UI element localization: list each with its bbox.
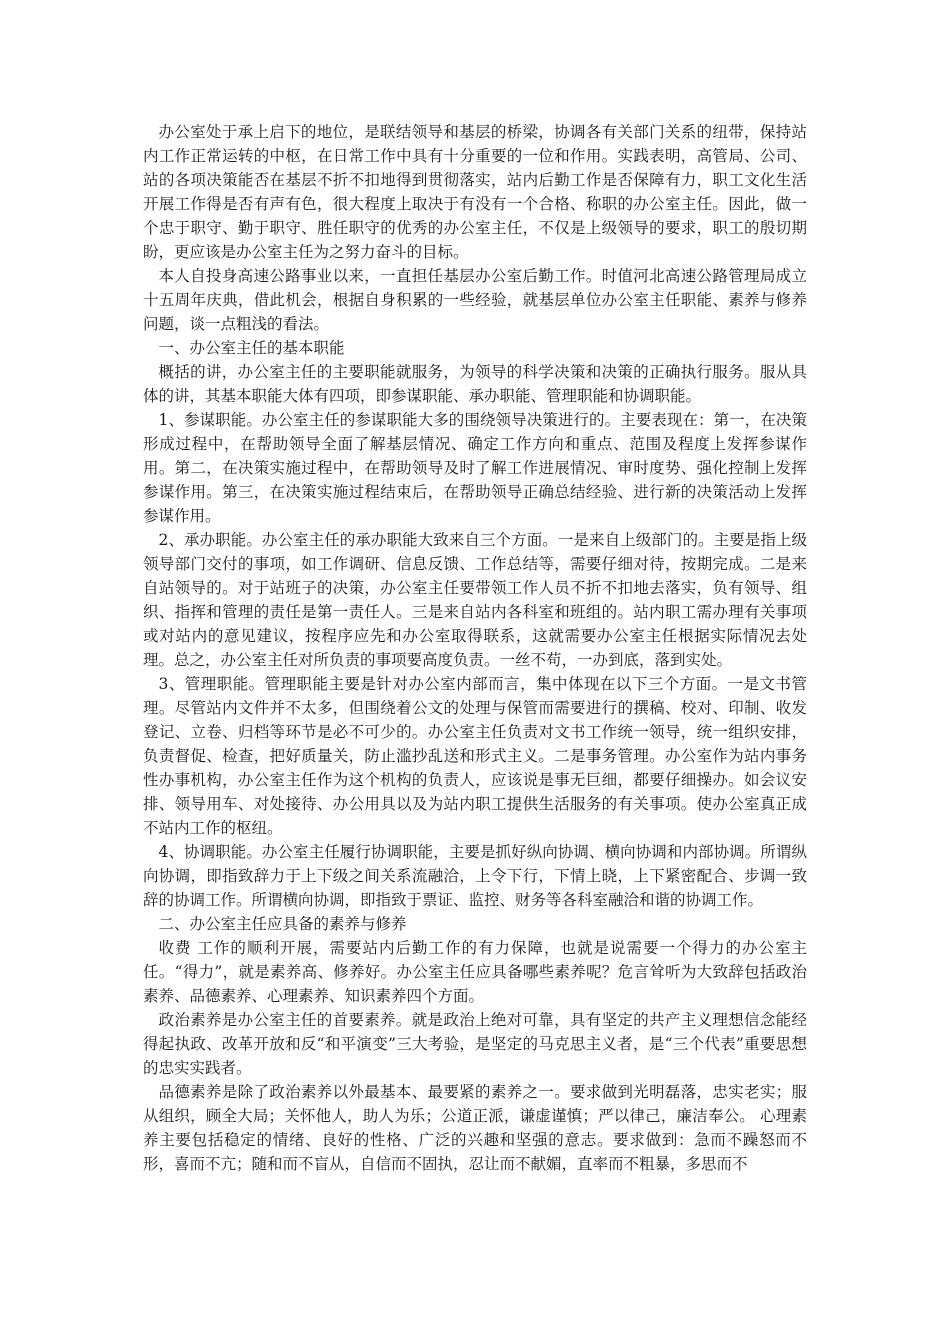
section-heading-basic-functions: 一、办公室主任的基本职能 bbox=[158, 339, 345, 357]
paragraph-intro: 办公室处于承上启下的地位，是联结领导和基层的桥梁，协调各有关部门关系的纽带，保持站内工作正常运转的中枢，在日常工作中具有十分重要的一位和作用。实践表明，高管局、公司、站的各项决策能否在基层不折不扣地得到贯彻落实，站内后勤工作是否保障有力，职工文化生活开展工作得是否有声有色，很大程度上取决于有没有一个合格、称职的办公室主任。因此，做一个忠于职守、勤于职守、胜任职守的优秀的办公室主任，不仅是上级领导的要求，职工的殷切期盼，更应该是办公室主任为之努力奋斗的目标。 bbox=[143, 123, 807, 261]
paragraph-advisory-function: 1、参谋职能。办公室主任的参谋职能大多的围绕领导决策进行的。主要表现在：第一，在决策形成过程中，在帮助领导全面了解基层情况、确定工作方向和重点、范围及程度上发挥参谋作用。第二，在决策实施过程中，在帮助领导及时了解工作进展情况、审时度势、强化控制上发挥参谋作用。第三，在决策实施过程结束后，在帮助领导正确总结经验、进行新的决策活动上发挥参谋作用。 bbox=[143, 411, 807, 525]
paragraph-moral-psychological-quality: 品德素养是除了政治素养以外最基本、最要紧的素养之一。要求做到光明磊落，忠实老实；服从组织，顾全大局；关怀他人，助人为乐；公道正派，谦虚谨慎；严以律己，廉洁奉公。 心理素养主要包括稳定的情绪、良好的性格、广泛的兴趣和坚强的意志。要求做到：急而不躁怒而不形，喜而不亢；随和而不盲从，自信而不固执，忍让而不献媚，直率而不粗暴，多思而不 bbox=[143, 1083, 807, 1173]
paragraph-coordination-function: 4、协调职能。办公室主任履行协调职能，主要是抓好纵向协调、横向协调和内部协调。所谓纵向协调，即指致辞力于上下级之间关系流融洽，上令下行，下情上晓，上下紧密配合、步调一致辞的协调工作。所谓横向协调，即指致于票证、监控、财务等各科室融洽和谐的协调工作。 bbox=[143, 843, 807, 909]
paragraph-political-quality: 政治素养是办公室主任的首要素养。就是政治上绝对可靠，具有坚定的共产主义理想信念能经得起执政、改革开放和反“和平演变”三大考验，是坚定的马克思主义者，是“三个代表”重要思想的忠实实践者。 bbox=[143, 1011, 807, 1077]
paragraph-author-background: 本人自投身高速公路事业以来，一直担任基层办公室后勤工作。时值河北高速公路管理局成立十五周年庆典，借此机会，根据自身积累的一些经验，就基层单位办公室主任职能、素养与修养问题，谈一点粗浅的看法。 bbox=[143, 267, 807, 333]
paragraph-undertaking-function: 2、承办职能。办公室主任的承办职能大致来自三个方面。一是来自上级部门的。主要是指上级领导部门交付的事项，如工作调研、信息反馈、工作总结等，需要仔细对待，按期完成。二是来自站领导的。对于站班子的决策，办公室主任要带领工作人员不折不扣地去落实，负有领导、组织、指挥和管理的责任是第一责任人。三是来自站内各科室和班组的。站内职工需办理有关事项或对站内的意见建议，按程序应先和办公室取得联系，这就需要办公室主任根据实际情况去处理。总之，办公室主任对所负责的事项要高度负责。一丝不苟，一办到底，落到实处。 bbox=[143, 531, 807, 669]
paragraph-management-function: 3、管理职能。管理职能主要是针对办公室内部而言，集中体现在以下三个方面。一是文书管理。尽管站内文件并不太多，但围绕着公文的处理与保管而需要进行的撰稿、校对、印制、收发登记、立卷、归档等环节是必不可少的。办公室主任负责对文书工作统一领导，统一组织安排，负责督促、检查，把好质量关，防止滥抄乱送和形式主义。二是事务管理。办公室作为站内事务性办事机构，办公室主任作为这个机构的负责人，应该说是事无巨细，都要仔细操办。如会议安排、领导用车、对处接待、办公用具以及为站内职工提供生活服务的有关事项。使办公室真正成不站内工作的枢纽。 bbox=[143, 675, 807, 837]
section-heading-qualities: 二、办公室主任应具备的素养与修养 bbox=[158, 915, 407, 933]
document-body bbox=[143, 120, 807, 1176]
paragraph-functions-overview: 概括的讲，办公室主任的主要职能就服务，为领导的科学决策和决策的正确执行服务。服从具体的讲，其基本职能大体有四项，即参谋职能、承办职能、管理职能和协调职能。 bbox=[143, 363, 807, 405]
paragraph-qualities-overview: 收费 工作的顺利开展，需要站内后勤工作的有力保障，也就是说需要一个得力的办公室主任。“得力”，就是素养高、修养好。办公室主任应具备哪些素养呢？危言耸听为大致辞包括政治素养、品德素养、心理素养、知识素养四个方面。 bbox=[143, 939, 807, 1005]
